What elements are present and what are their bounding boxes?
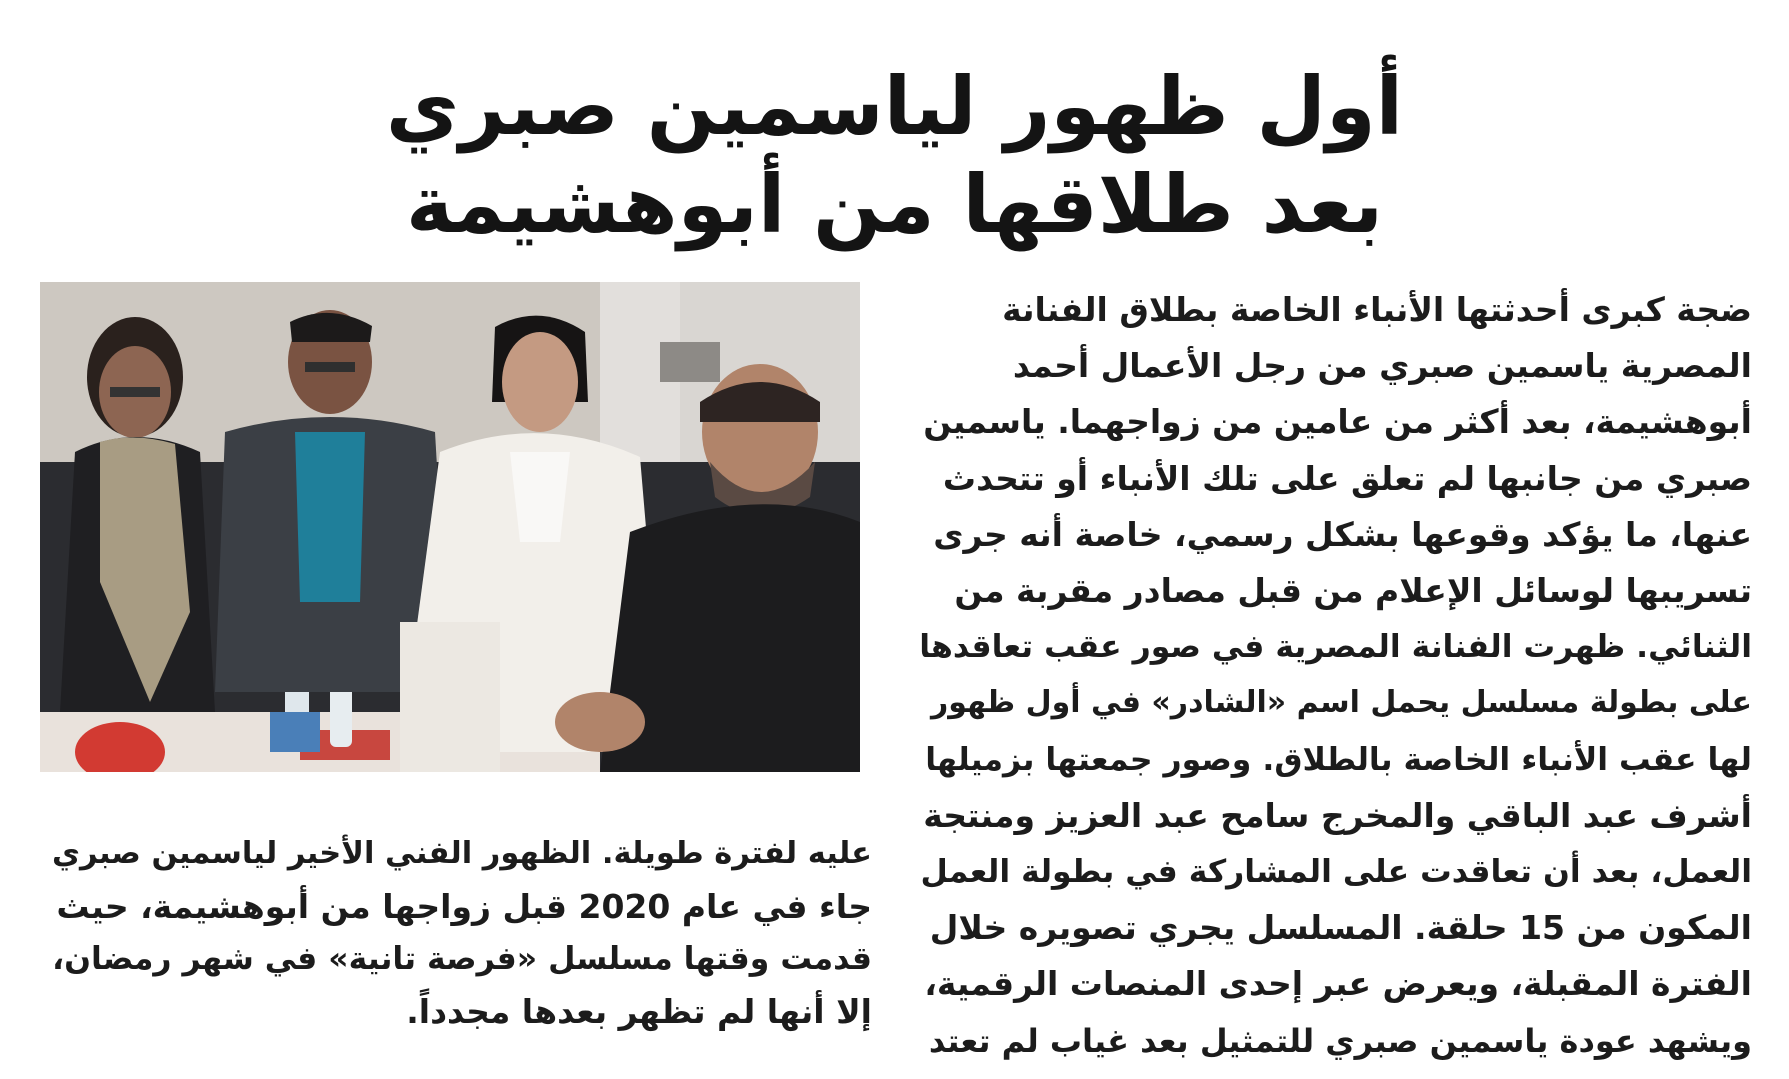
body-line: قدمت وقتها مسلسل «فرصة تانية» في شهر رمضان، [52,941,872,977]
body-line: أبوهشيمة، بعد أكثر من عامين من زواجهما. ياسمين [923,402,1752,442]
body-line: لها عقب الأنباء الخاصة بالطلاق. وصور جمعتها بزميلها [925,741,1752,778]
body-line: جاء في عام 2020 قبل زواجها من أبوهشيمة، حيث [56,886,872,926]
body-line: ويشهد عودة ياسمين صبري للتمثيل بعد غياب لم تعتد [928,1021,1752,1060]
body-line: الثنائي. ظهرت الفنانة المصرية في صور عقب تعاقدها [919,629,1752,666]
body-line: المكون من 15 حلقة. المسلسل يجري تصويره خلال [929,908,1752,948]
group-photo-illustration [40,282,860,772]
body-line: عنها، ما يؤكد وقوعها بشكل رسمي، خاصة أنه جرى [933,514,1752,554]
body-line: المصرية ياسمين صبري من رجل الأعمال أحمد [1012,346,1752,386]
headline-line-2: بعد طلاقها من أبوهشيمة [405,158,1384,251]
body-line: العمل، بعد أن تعاقدت على المشاركة في بطولة العمل [920,854,1752,891]
body-line: الفترة المقبلة، ويعرض عبر إحدى المنصات الرقمية، [924,964,1752,1004]
body-line: تسريبها لوسائل الإعلام من قبل مصادر مقربة من [954,571,1752,611]
body-line: إلا أنها لم تظهر بعدها مجدداً. [406,991,872,1031]
body-line: على بطولة مسلسل يحمل اسم «الشادر» في أول ظهور [930,685,1752,721]
article-body-right-column [918,282,1752,1069]
body-line: صبري من جانبها لم تعلق على تلك الأنباء أو تتحدث [942,458,1752,498]
body-line: عليه لفترة طويلة. الظهور الفني الأخير لياسمين صبري [52,836,872,871]
article-headline [260,58,1529,254]
article-photo [40,282,860,772]
body-line: ضجة كبرى أحدثتها الأنباء الخاصة بطلاق الفنانة [1002,290,1752,329]
article-body-left-column [40,828,872,1038]
headline-line-1: أول ظهور لياسمين صبري [385,60,1404,153]
body-line: أشرف عبد الباقي والمخرج سامح عبد العزيز ومنتجة [923,795,1752,835]
